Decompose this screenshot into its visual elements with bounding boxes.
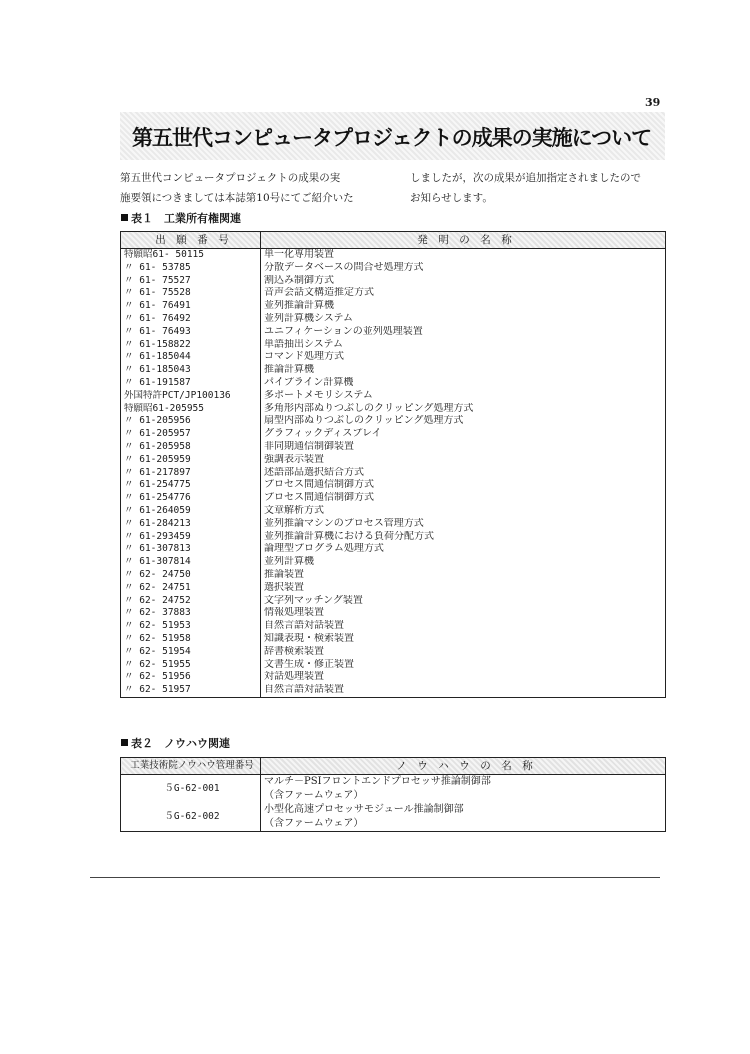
application-number: 〃 61-284213 — [121, 518, 261, 531]
application-number: 〃 61- 76493 — [121, 326, 261, 339]
invention-name: グラフィックディスプレイ — [264, 428, 382, 440]
application-number: 〃 61-185044 — [121, 351, 261, 364]
application-number: 〃 61-158822 — [121, 339, 261, 352]
table-row — [121, 492, 666, 505]
invention-name: 自然言語対話装置 — [264, 620, 344, 632]
management-number: ５G-62-002 — [121, 803, 261, 832]
table-row — [121, 775, 666, 804]
square-bullet-icon — [121, 739, 128, 746]
invention-name: 割込み制御方式 — [264, 274, 334, 286]
table-row — [121, 531, 666, 544]
table-row — [121, 441, 666, 454]
table-header-row — [121, 758, 666, 775]
application-number: 〃 62- 51953 — [121, 620, 261, 633]
application-number: 〃 62- 51958 — [121, 633, 261, 646]
intro-right-column — [410, 168, 641, 208]
intro-line: 施要領につきましては本誌第10号にてご紹介いた — [120, 192, 354, 204]
invention-name: 文書生成・修正装置 — [264, 658, 354, 670]
table-header-row — [121, 232, 666, 249]
column-header-application-number: 出 願 番 号 — [121, 232, 261, 249]
application-number: 〃 61-264059 — [121, 505, 261, 518]
table-row — [121, 467, 666, 480]
intro-line: 第五世代コンピュータプロジェクトの成果の実 — [120, 172, 341, 184]
table-row — [121, 620, 666, 633]
table-row — [121, 339, 666, 352]
application-number: 〃 61- 76491 — [121, 300, 261, 313]
invention-name: 選択装置 — [264, 581, 304, 593]
intro-line: しましたが，次の成果が追加指定されましたので — [410, 172, 641, 184]
table-row — [121, 479, 666, 492]
invention-name: プロセス間通信制御方式 — [264, 492, 374, 504]
table-row — [121, 671, 666, 684]
application-number: 〃 61-307813 — [121, 543, 261, 556]
invention-name: 並列計算機システム — [264, 312, 353, 324]
table-row — [121, 646, 666, 659]
invention-name: 情報処理装置 — [264, 607, 324, 619]
invention-name: 並列推論マシンのプロセス管理方式 — [264, 517, 424, 529]
table-row — [121, 582, 666, 595]
invention-name: 強調表示装置 — [264, 453, 324, 465]
knowhow-table — [120, 757, 666, 832]
table-row — [121, 313, 666, 326]
table1-caption-text: 表１ 工業所有権関連 — [131, 212, 241, 225]
application-number: 〃 61-254776 — [121, 492, 261, 505]
table-row — [121, 364, 666, 377]
invention-name: 辞書検索装置 — [264, 645, 324, 657]
table-row — [121, 428, 666, 441]
page-title: 第五世代コンピュータプロジェクトの成果の実施について — [132, 126, 652, 150]
invention-name: 非同期通信制御装置 — [264, 440, 354, 452]
application-number: 〃 61-205958 — [121, 441, 261, 454]
application-number: 〃 61- 76492 — [121, 313, 261, 326]
intro-line: お知らせします。 — [410, 192, 493, 204]
application-number: 〃 61- 75527 — [121, 275, 261, 288]
invention-name: 推論装置 — [264, 568, 304, 580]
application-number: 〃 61-205957 — [121, 428, 261, 441]
column-header-invention-name: 発 明 の 名 称 — [261, 232, 666, 249]
invention-name: 知識表現・検索装置 — [264, 632, 354, 644]
page-number: 39 — [645, 96, 661, 109]
table-row — [121, 803, 666, 832]
application-number: 〃 61- 53785 — [121, 262, 261, 275]
application-number: 〃 62- 51954 — [121, 646, 261, 659]
bottom-divider — [90, 877, 660, 878]
application-number: 〃 61-217897 — [121, 467, 261, 480]
invention-name: 並列計算機 — [264, 556, 314, 568]
knowhow-name — [261, 803, 666, 832]
table-row — [121, 454, 666, 467]
invention-name: 自然言語対話装置 — [264, 684, 344, 696]
table-row — [121, 390, 666, 403]
invention-name: プロセス間通信制御方式 — [264, 479, 374, 491]
invention-name: 並列推論計算機における負荷分配方式 — [264, 530, 434, 542]
invention-name: ユニフィケーションの並列処理装置 — [264, 325, 423, 337]
application-number: 〃 62- 51956 — [121, 671, 261, 684]
invention-name: 分散データベースの問合せ処理方式 — [264, 261, 424, 273]
table-row — [121, 556, 666, 569]
application-number: 〃 61-185043 — [121, 364, 261, 377]
invention-name: 多角形内部ぬりつぶしのクリッピング処理方式 — [264, 402, 474, 414]
column-header-management-number: 工業技術院ノウハウ管理番号 — [121, 758, 261, 775]
table-row — [121, 287, 666, 300]
application-number: 〃 61-254775 — [121, 479, 261, 492]
invention-name: 扇型内部ぬりつぶしのクリッピング処理方式 — [264, 415, 464, 427]
invention-name: 単一化専用装置 — [264, 249, 334, 260]
table1-body — [121, 249, 666, 698]
table-row — [121, 543, 666, 556]
table-row — [121, 351, 666, 364]
application-number: 〃 61- 75528 — [121, 287, 261, 300]
square-bullet-icon — [121, 214, 128, 221]
invention-name: 並列推論計算機 — [264, 300, 334, 312]
table-row — [121, 377, 666, 390]
knowhow-name-note: （含ファームウェア） — [264, 818, 364, 829]
invention-name: 多ポートメモリシステム — [264, 389, 373, 401]
invention-name: 述語部品選択結合方式 — [264, 466, 364, 478]
management-number: ５G-62-001 — [121, 775, 261, 804]
knowhow-name-line: マルチ－PSIフロントエンドプロセッサ推論制御部 — [264, 776, 491, 787]
industrial-property-table — [120, 231, 666, 698]
table-row — [121, 249, 666, 262]
invention-name: 論理型プログラム処理方式 — [264, 543, 384, 555]
application-number: 〃 62- 37883 — [121, 607, 261, 620]
invention-name: 推論計算機 — [264, 364, 314, 376]
intro-left-column — [120, 168, 354, 208]
application-number: 外国特許PCT/JP100136 — [121, 390, 261, 403]
application-number: 〃 62- 24751 — [121, 582, 261, 595]
knowhow-name-line: 小型化高速プロセッサモジュール推論制御部 — [264, 804, 464, 815]
table-row — [121, 415, 666, 428]
knowhow-name-note: （含ファームウェア） — [264, 790, 364, 801]
application-number: 〃 61-307814 — [121, 556, 261, 569]
application-number: 〃 62- 51957 — [121, 684, 261, 697]
table-row — [121, 262, 666, 275]
table-row — [121, 518, 666, 531]
table-row — [121, 595, 666, 608]
table2-caption — [121, 735, 230, 751]
table-row — [121, 569, 666, 582]
column-header-knowhow-name: ノ ウ ハ ウ の 名 称 — [261, 758, 666, 775]
invention-name: コマンド処理方式 — [264, 351, 344, 363]
application-number: 特願昭61- 50115 — [121, 249, 261, 262]
table-row — [121, 684, 666, 697]
knowhow-name — [261, 775, 666, 804]
invention-name: 対話処理装置 — [264, 671, 324, 683]
table2-body — [121, 775, 666, 832]
application-number: 〃 61-205959 — [121, 454, 261, 467]
application-number: 〃 61-191587 — [121, 377, 261, 390]
table-row — [121, 326, 666, 339]
invention-name: 単語抽出システム — [264, 338, 343, 350]
table-row — [121, 659, 666, 672]
table-row — [121, 607, 666, 620]
invention-name: 文章解析方式 — [264, 504, 324, 516]
application-number: 〃 61-293459 — [121, 531, 261, 544]
table-row — [121, 403, 666, 416]
table1-caption — [121, 210, 241, 226]
invention-name: 音声会話文構造推定方式 — [264, 287, 374, 299]
invention-name: 文字列マッチング装置 — [264, 594, 363, 606]
table-row — [121, 275, 666, 288]
application-number: 〃 62- 24752 — [121, 595, 261, 608]
table-row — [121, 300, 666, 313]
table2-caption-text: 表２ ノウハウ関連 — [131, 737, 230, 750]
application-number: 特願昭61-205955 — [121, 403, 261, 416]
table-row — [121, 505, 666, 518]
table-row — [121, 633, 666, 646]
application-number: 〃 62- 51955 — [121, 659, 261, 672]
application-number: 〃 62- 24750 — [121, 569, 261, 582]
invention-name: パイプライン計算機 — [264, 376, 354, 388]
application-number: 〃 61-205956 — [121, 415, 261, 428]
